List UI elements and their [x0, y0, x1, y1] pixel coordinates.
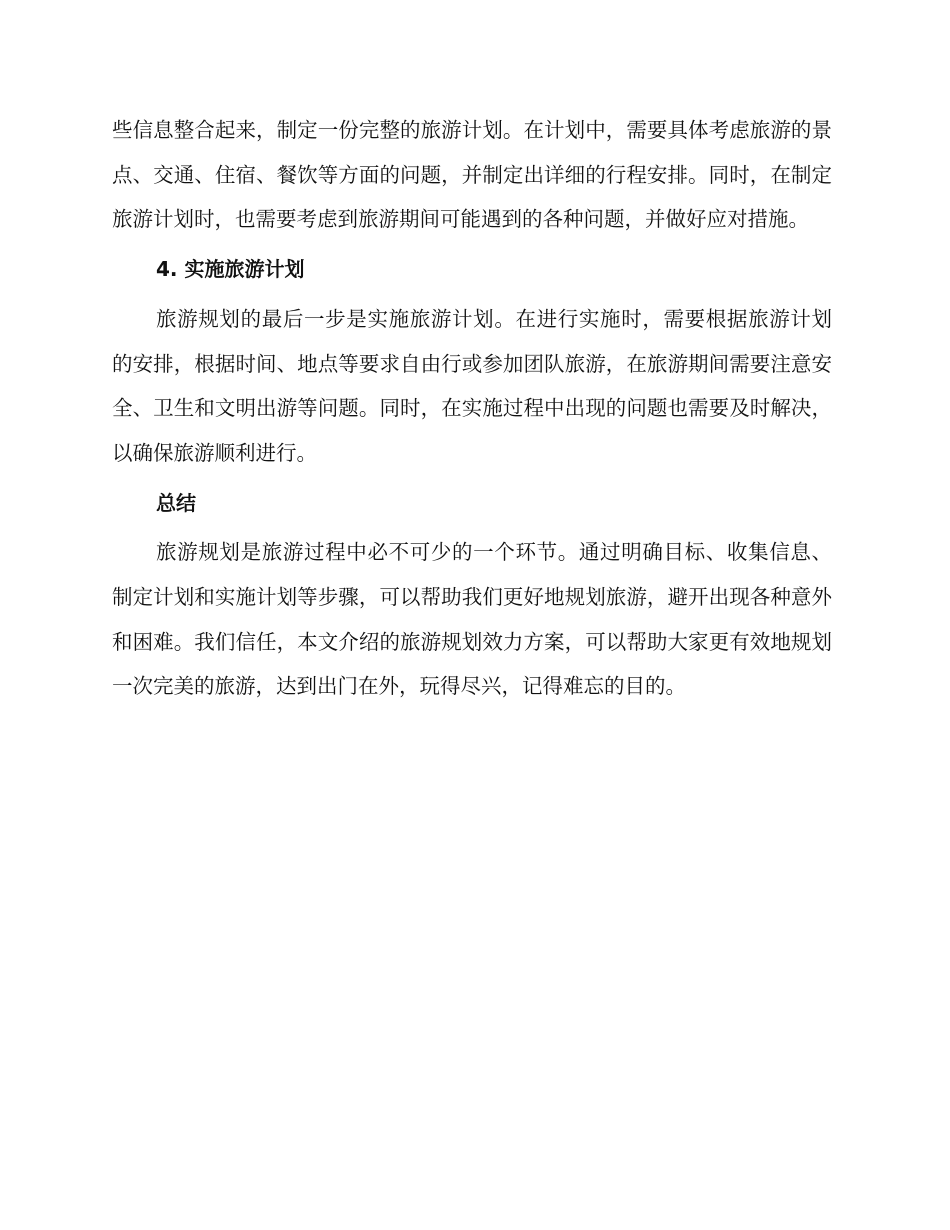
intro-paragraph: 些信息整合起来，制定一份完整的旅游计划。在计划中，需要具体考虑旅游的景点、交通、住宿、餐饮等方面的问题，并制定出详细的行程安排。同时，在制定旅游计划时，也需要考虑到旅游期间可能遇到的各种问题，并做好应对措施。	[112, 118, 832, 232]
section-4-paragraph: 旅游规划的最后一步是实施旅游计划。在进行实施时，需要根据旅游计划的安排，根据时间、地点等要求自由行或参加团队旅游，在旅游期间需要注意安全、卫生和文明出游等问题。同时，在实施过程中出现的问题也需要及时解决，以确保旅游顺利进行。	[112, 306, 832, 465]
section-4-heading: 4. 实施旅游计划	[156, 257, 305, 282]
summary-paragraph: 旅游规划是旅游过程中必不可少的一个环节。通过明确目标、收集信息、制定计划和实施计划等步骤，可以帮助我们更好地规划旅游，避开出现各种意外和困难。我们信任，本文介绍的旅游规划效力方案，可以帮助大家更有效地规划一次完美的旅游，达到出门在外，玩得尽兴，记得难忘的目的。	[112, 540, 832, 699]
summary-heading: 总结	[156, 490, 196, 515]
document-body	[112, 108, 832, 709]
